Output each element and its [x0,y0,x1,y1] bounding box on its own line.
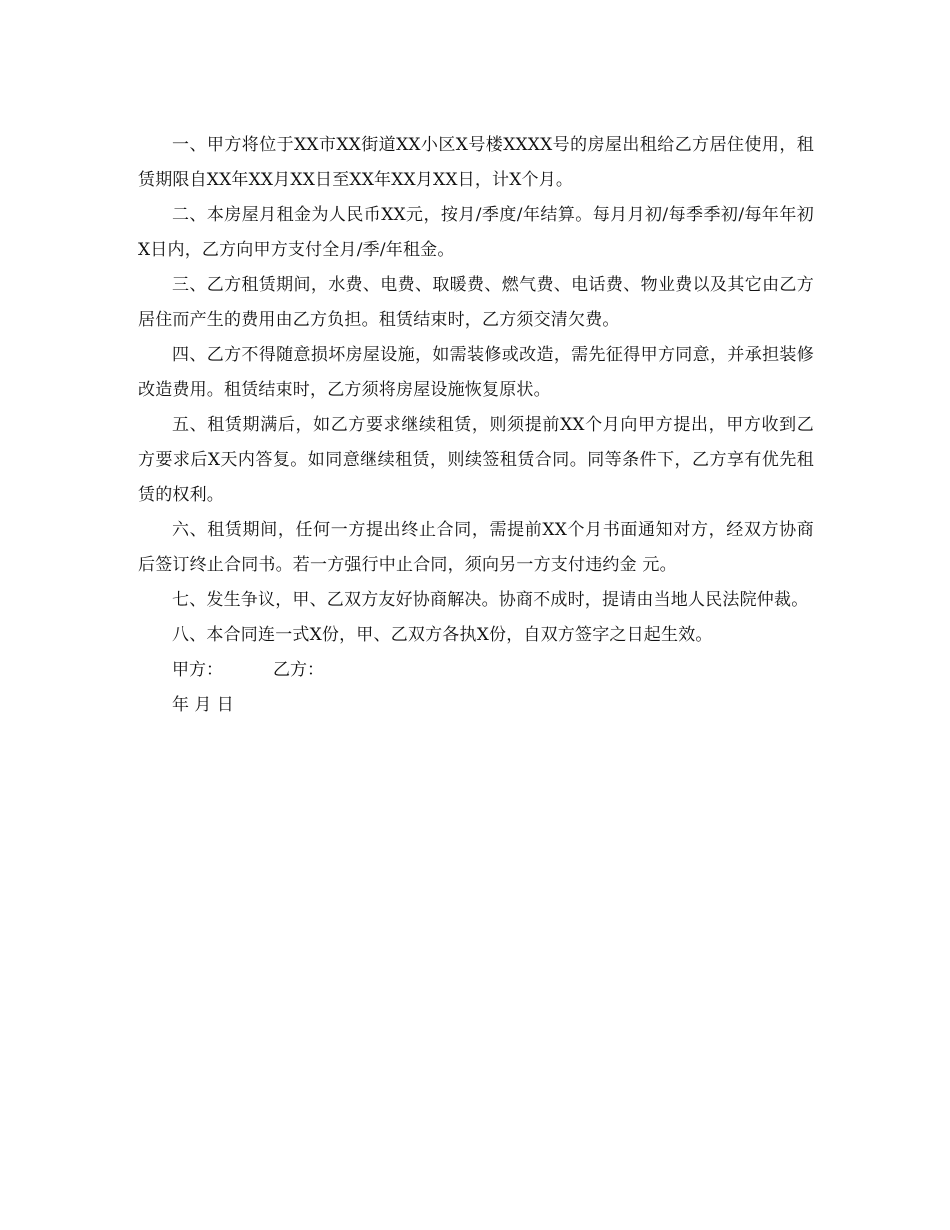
clause-6: 六、租赁期间，任何一方提出终止合同，需提前XX个月书面通知对方，经双方协商后签订终止合同书。若一方强行中止合同，须向另一方支付违约金 元。 [138,520,814,575]
clause-5: 五、租赁期满后，如乙方要求继续租赁，则须提前XX个月向甲方提出，甲方收到乙方要求后X天内答复。如同意继续租赁，则续签租赁合同。同等条件下，乙方享有优先租赁的权利。 [138,415,814,505]
clause-3: 三、乙方租赁期间，水费、电费、取暖费、燃气费、电话费、物业费以及其它由乙方居住而产生的费用由乙方负担。租赁结束时，乙方须交清欠费。 [138,275,814,330]
clause-8: 八、本合同连一式X份，甲、乙双方各执X份，自双方签字之日起生效。 [172,625,713,645]
clause-1: 一、甲方将位于XX市XX街道XX小区X号楼XXXX号的房屋出租给乙方居住使用，租赁期限自XX年XX月XX日至XX年XX月XX日，计X个月。 [138,135,814,190]
clause-2: 二、本房屋月租金为人民币XX元，按月/季度/年结算。每月月初/每季季初/每年年初X日内，乙方向甲方支付全月/季/年租金。 [138,205,814,260]
party-b-label: 乙方： [273,660,324,680]
date-line: 年 月 日 [172,695,234,715]
clause-4: 四、乙方不得随意损坏房屋设施，如需装修或改造，需先征得甲方同意，并承担装修改造费用。租赁结束时，乙方须将房屋设施恢复原状。 [138,345,814,400]
clause-7: 七、发生争议，甲、乙双方友好协商解决。协商不成时，提请由当地人民法院仲裁。 [172,590,809,610]
contract-body [138,128,814,723]
party-a-label: 甲方： [172,660,223,680]
signature-line [138,653,814,688]
